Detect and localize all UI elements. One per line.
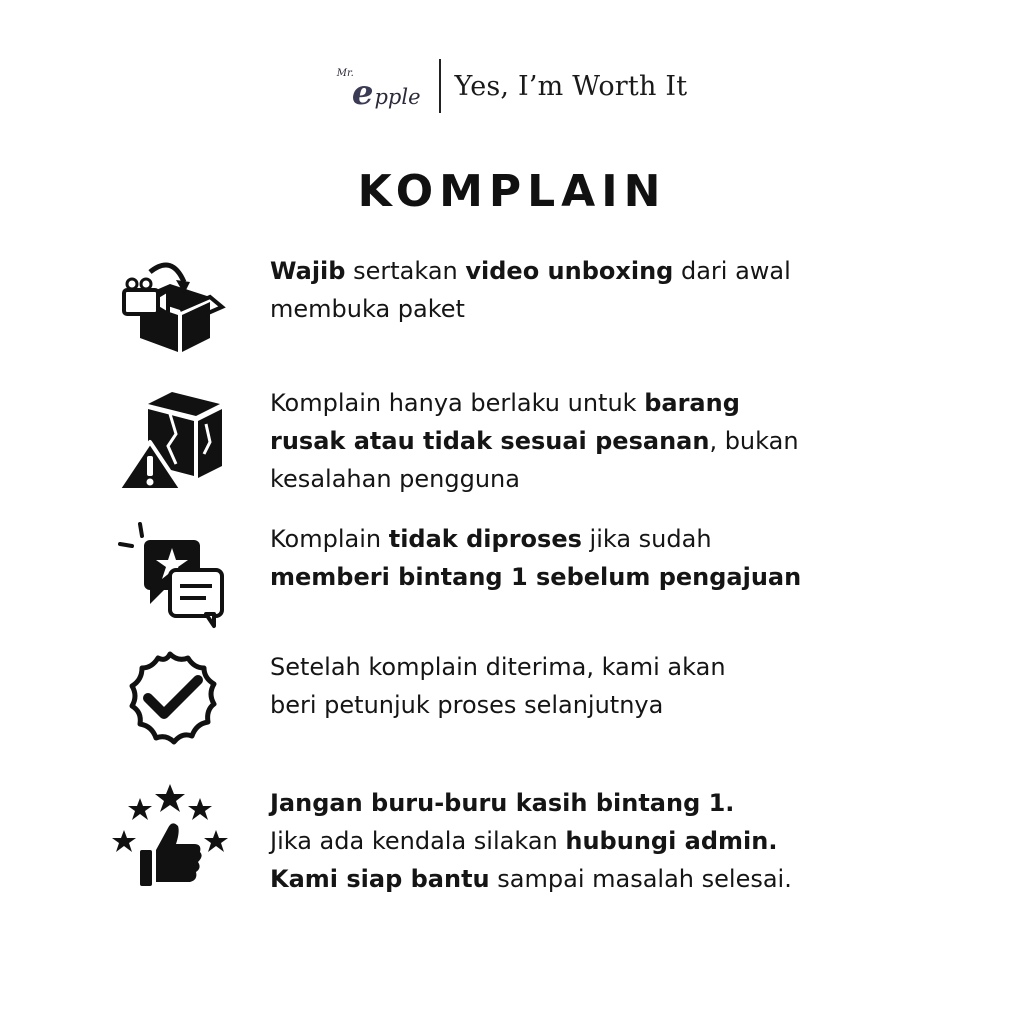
text-segment: sertakan [345,257,466,285]
rule-text-line [270,784,890,822]
rule-text-line [270,558,890,596]
rule-text-1 [270,252,890,328]
bold-text-segment: tidak diproses [388,525,582,553]
rule-text-line [270,648,890,686]
brand-logo [336,62,421,113]
text-segment: Jika ada kendala silakan [270,827,566,855]
rule-text-line [270,252,890,290]
rule-text-5 [270,784,890,898]
text-segment: jika sudah [581,525,712,553]
bold-text-segment: video unboxing [465,257,674,285]
video-box-icon [110,252,230,362]
bold-text-segment: hubungi admin. [565,827,778,855]
rule-item-1 [110,252,910,362]
rule-text-line [270,860,890,898]
logo-e-letter: e [351,73,374,113]
bold-text-segment: barang [644,389,740,417]
text-segment: dari awal [673,257,791,285]
page-title: KOMPLAIN [357,166,667,217]
text-segment: Komplain [270,525,389,553]
text-segment: kesalahan pengguna [270,465,520,493]
bold-text-segment: Jangan buru-buru kasih bintang 1. [270,789,735,817]
rule-text-line [270,384,890,422]
brand-header [0,56,1024,116]
rule-item-5 [110,784,910,898]
damaged-box-warning-icon [110,384,230,494]
text-segment: Komplain hanya berlaku untuk [270,389,645,417]
rule-item-3 [110,520,910,630]
bold-text-segment: memberi bintang 1 sebelum pengajuan [270,563,802,591]
rule-item-2 [110,384,910,498]
brand-divider [439,59,441,113]
rule-text-line [270,520,890,558]
rule-text-4 [270,648,890,724]
brand-tagline: Yes, I’m Worth It [454,70,688,102]
text-segment: Setelah komplain diterima, kami akan [270,653,726,681]
rule-text-line [270,290,890,328]
text-segment: sampai masalah selesai. [489,865,792,893]
rule-text-line [270,686,890,724]
logo-rest-text: pple [374,84,421,109]
rule-text-line [270,822,890,860]
thumbs-up-stars-icon [110,784,230,894]
rule-text-line [270,422,890,460]
bold-text-segment: Kami siap bantu [270,865,490,893]
text-segment: beri petunjuk proses selanjutnya [270,691,664,719]
verified-check-icon [110,648,230,758]
rule-text-2 [270,384,890,498]
chat-rating-icon [110,520,230,630]
bold-text-segment: Wajib [270,257,346,285]
rule-item-4 [110,648,910,758]
text-segment: membuka paket [270,295,465,323]
bold-text-segment: rusak atau tidak sesuai pesanan [270,427,710,455]
text-segment: , bukan [709,427,799,455]
logo-mr-text: Mr. [336,68,354,79]
rule-text-line [270,460,890,498]
rule-text-3 [270,520,890,596]
